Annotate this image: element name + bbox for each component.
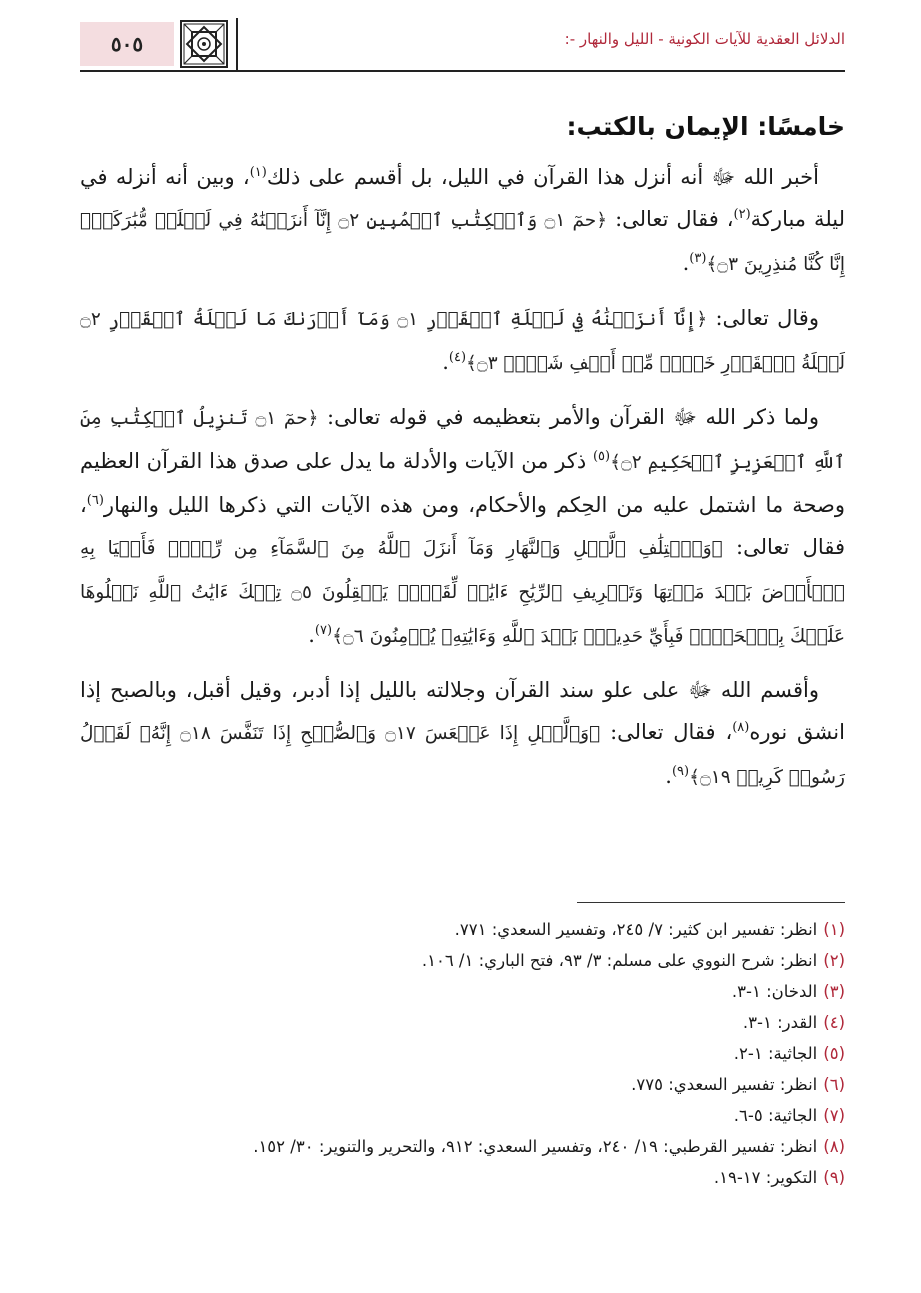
- footnote-ref[interactable]: (٥): [592, 449, 611, 464]
- quran-verse: ﴿حمٓ ۝١ تَنزِيلُ ٱلۡكِتَٰبِ مِنَ ٱللَّهِ ٱلۡعَزِيزِ ٱلۡحَكِيمِ ۝٢﴾: [80, 408, 845, 473]
- footnote-item: [60, 1131, 845, 1162]
- footnote-ref[interactable]: (٨): [732, 720, 750, 735]
- quran-verse: ﴿وَٱخۡتِلَٰفِ ٱلَّيۡلِ وَٱلنَّهَارِ وَمَآ أَنزَلَ ٱللَّهُ مِنَ ٱلسَّمَآءِ مِن رِّزۡقٖ فَأَحۡيَا بِهِ ٱلۡأَرۡضَ بَعۡدَ مَوۡتِهَا وَتَصۡرِيفِ ٱلرِّيَٰحِ ءَايَٰتٞ لِّقَوۡمٖ يَعۡقِلُونَ ۝٥ تِلۡكَ ءَايَٰتُ ٱللَّهِ نَتۡلُوهَا عَلَيۡكَ بِٱلۡحَقِّۖ فَبِأَيِّ حَدِيثِۢ بَعۡدَ ٱللَّهِ وَءَايَٰتِهِۦ يُؤۡمِنُونَ ۝٦﴾: [80, 538, 845, 647]
- footnote-divider: [577, 902, 845, 903]
- footnote-text: انظر: تفسير السعدي: ٧٧٥.: [631, 1075, 818, 1094]
- text: .: [665, 764, 672, 788]
- footnote-item: [60, 1100, 845, 1131]
- text: .: [308, 623, 315, 647]
- footnote-number: (١): [823, 920, 845, 939]
- text: وقال تعالى:: [707, 306, 819, 330]
- footnote-ref[interactable]: (٣): [689, 251, 707, 266]
- footnote-item: [60, 1069, 845, 1100]
- quran-verse: ﴿إِنَّآ أَنزَلۡنَٰهُ فِي لَيۡلَةِ ٱلۡقَدۡرِ ۝١ وَمَآ أَدۡرَىٰكَ مَا لَيۡلَةُ ٱلۡقَدۡرِ ۝٢ لَيۡلَةُ ٱلۡقَدۡرِ خَيۡرٞ مِّنۡ أَلۡفِ شَهۡرٖ ۝٣﴾: [80, 309, 845, 374]
- text: ، فقال تعالى:: [600, 720, 733, 744]
- page-number: ٥٠٥: [110, 32, 144, 56]
- footnote-item: [60, 1007, 845, 1038]
- footnote-number: (٥): [823, 1044, 845, 1063]
- text: ، وبين أنه أنزله في ليلة مباركة: [80, 165, 846, 231]
- footnote-number: (٩): [823, 1168, 845, 1187]
- quran-verse: ﴿وَٱلَّيۡلِ إِذَا عَسۡعَسَ ۝١٧ وَٱلصُّبۡحِ إِذَا تَنَفَّسَ ۝١٨ إِنَّهُۥ لَقَوۡلُ رَسُولٖ كَرِيمٖ ۝١٩﴾: [80, 723, 845, 788]
- footnote-text: القدر: ١-٣.: [742, 1013, 818, 1032]
- text: ولما ذكر الله ﷻ القرآن والأمر بتعظيمه في قوله تعالى:: [318, 405, 819, 429]
- footnote-number: (٤): [823, 1013, 845, 1032]
- footnote-ref[interactable]: (٩): [671, 764, 690, 779]
- quran-verse: ﴿حمٓ ۝١ وَٱلۡكِتَٰبِ ٱلۡمُبِينِ ۝٢ إِنَّآ أَنزَلۡنَٰهُ فِي لَيۡلَةٖ مُّبَٰرَكَةٍۚ إِنَّا كُنَّا مُنذِرِينَ ۝٣﴾: [80, 210, 845, 275]
- footnote-item: [60, 1162, 845, 1193]
- footnote-number: (٧): [823, 1106, 845, 1125]
- text: .: [442, 350, 449, 374]
- footnote-ref[interactable]: (٤): [448, 350, 467, 365]
- header-rule: [80, 70, 845, 72]
- page-number-box: [80, 22, 174, 66]
- footnote-ref[interactable]: (٦): [86, 493, 104, 508]
- footnote-item: [60, 976, 845, 1007]
- star-ornament-icon: [178, 18, 230, 70]
- paragraph-2: [80, 297, 845, 385]
- text: .: [682, 251, 690, 275]
- footnote-text: الجاثية: ٥-٦.: [733, 1106, 818, 1125]
- footnote-item: [60, 945, 845, 976]
- text: ، فقال تعالى:: [607, 207, 734, 231]
- footnote-ref[interactable]: (١): [249, 165, 267, 180]
- footnote-text: الجاثية: ١-٢.: [733, 1044, 818, 1063]
- footnote-item: [60, 914, 845, 945]
- footnote-text: انظر: شرح النووي على مسلم: ٣/ ٩٣، فتح الباري: ١/ ١٠٦.: [421, 951, 818, 970]
- section-heading: خامسًا: الإيمان بالكتب:: [566, 112, 845, 141]
- running-title: الدلائل العقدية للآيات الكونية - الليل والنهار -:: [564, 30, 845, 48]
- paragraph-3: [80, 396, 845, 658]
- text: وأقسم الله ﷻ على علو سند القرآن وجلالته بالليل إذا أدبر، وقيل أقبل، وبالصبح إذا انشق نوره: [80, 678, 845, 744]
- text: ، فقال تعالى:: [80, 493, 845, 559]
- footnote-text: التكوير: ١٧-١٩.: [713, 1168, 818, 1187]
- footnotes: [60, 914, 845, 1193]
- footnote-text: الدخان: ١-٣.: [731, 982, 818, 1001]
- footnote-ref[interactable]: (٧): [314, 623, 333, 638]
- paragraph-4: [80, 669, 845, 799]
- footnote-number: (٨): [823, 1137, 845, 1156]
- paragraph-1: [80, 156, 845, 286]
- main-text: [80, 156, 845, 810]
- footnote-text: انظر: تفسير ابن كثير: ٧/ ٢٤٥، وتفسير السعدي: ٧٧١.: [454, 920, 818, 939]
- footnote-ref[interactable]: (٢): [733, 207, 751, 222]
- footnote-number: (٦): [823, 1075, 845, 1094]
- header-divider: [236, 18, 238, 70]
- text: ذكر من الآيات والأدلة ما يدل على صدق هذا القرآن العظيم وصحة ما اشتمل عليه من الحِكم والأحكام، ومن هذه الآيات التي ذكرها الليل والنهار: [80, 449, 845, 517]
- text: أخبر الله ﷻ أنه أنزل هذا القرآن في الليل، بل أقسم على ذلك: [266, 165, 819, 189]
- page-header: [80, 18, 845, 70]
- footnote-number: (٣): [823, 982, 845, 1001]
- footnote-item: [60, 1038, 845, 1069]
- footnote-text: انظر: تفسير القرطبي: ١٩/ ٢٤٠، وتفسير السعدي: ٩١٢، والتحرير والتنوير: ٣٠/ ١٥٢.: [253, 1137, 818, 1156]
- footnote-number: (٢): [823, 951, 845, 970]
